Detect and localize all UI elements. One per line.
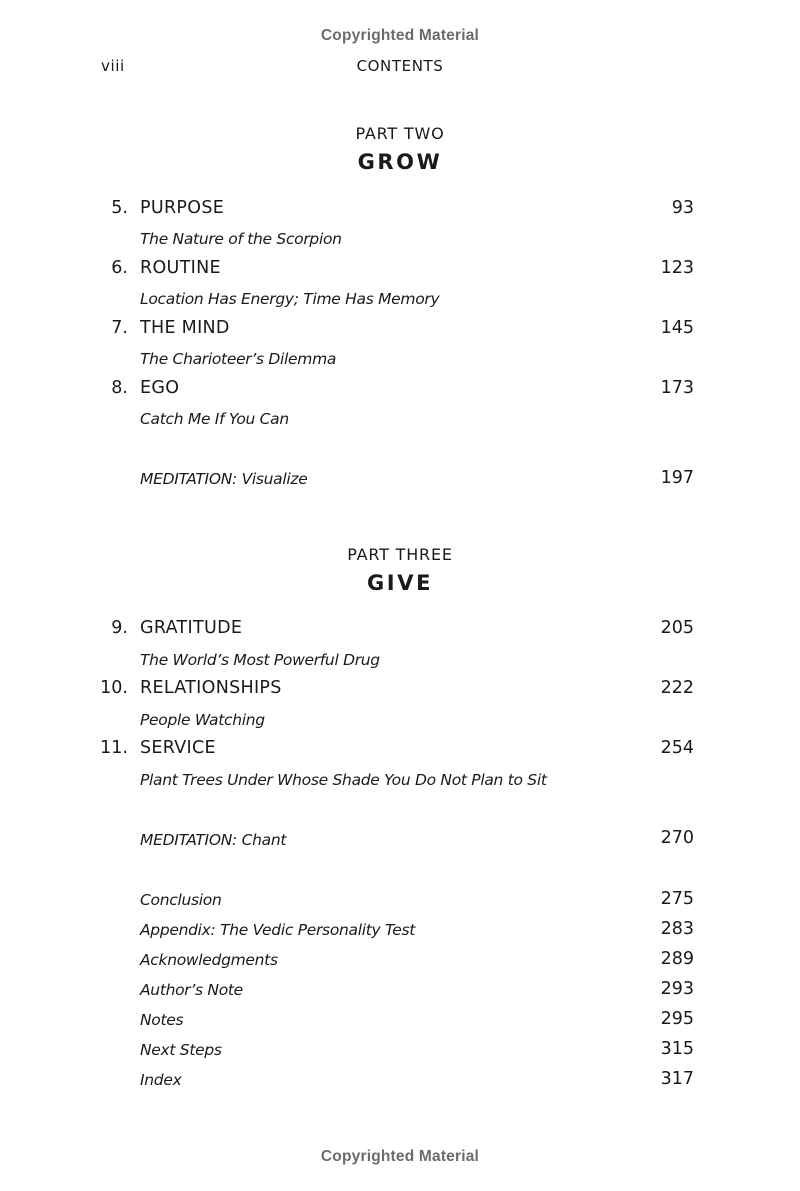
chapter-subtitle: Location Has Energy; Time Has Memory — [140, 290, 440, 308]
chapter-subtitle: The Nature of the Scorpion — [140, 230, 342, 248]
chapter-page-number: 145 — [660, 318, 694, 338]
chapter-title[interactable]: SERVICE — [140, 738, 216, 758]
back-matter-title[interactable]: Index — [140, 1071, 182, 1089]
back-matter-page-number: 295 — [660, 1009, 694, 1029]
chapter-page-number: 123 — [660, 258, 694, 278]
chapter-title[interactable]: RELATIONSHIPS — [140, 678, 282, 698]
meditation-title[interactable]: MEDITATION: Visualize — [140, 470, 308, 488]
meditation-title[interactable]: MEDITATION: Chant — [140, 831, 287, 849]
back-matter-page-number: 275 — [660, 889, 694, 909]
back-matter-title[interactable]: Conclusion — [140, 891, 222, 909]
back-matter-title[interactable]: Next Steps — [140, 1041, 222, 1059]
chapter-title[interactable]: PURPOSE — [140, 198, 225, 218]
copyright-watermark-top: Copyrighted Material — [320, 27, 480, 44]
chapter-number: 7. — [111, 318, 128, 338]
chapter-page-number: 93 — [671, 198, 694, 218]
back-matter-page-number: 283 — [660, 919, 694, 939]
meditation-page-number: 270 — [660, 828, 694, 848]
running-head-title: CONTENTS — [356, 57, 444, 75]
back-matter-title[interactable]: Author’s Note — [140, 981, 243, 999]
chapter-subtitle: Plant Trees Under Whose Shade You Do Not Plan to Sit — [140, 771, 547, 789]
part-three-title: GIVE — [366, 571, 434, 595]
chapter-number: 11. — [100, 738, 128, 758]
page-folio: viii — [101, 57, 125, 75]
chapter-page-number: 222 — [660, 678, 694, 698]
chapter-number: 9. — [111, 618, 128, 638]
chapter-subtitle: People Watching — [140, 711, 265, 729]
part-three-label: PART THREE — [347, 545, 453, 564]
chapter-title[interactable]: GRATITUDE — [140, 618, 243, 638]
chapter-number: 8. — [111, 378, 128, 398]
chapter-subtitle: The Charioteer’s Dilemma — [140, 350, 337, 368]
chapter-subtitle: Catch Me If You Can — [140, 410, 289, 428]
back-matter-page-number: 293 — [660, 979, 694, 999]
back-matter-page-number: 289 — [660, 949, 694, 969]
back-matter-page-number: 317 — [660, 1069, 694, 1089]
chapter-title[interactable]: THE MIND — [140, 318, 230, 338]
meditation-page-number: 197 — [660, 468, 694, 488]
copyright-watermark-bottom: Copyrighted Material — [320, 1148, 480, 1165]
chapter-number: 5. — [111, 198, 128, 218]
part-two-label: PART TWO — [355, 124, 445, 143]
chapter-page-number: 173 — [660, 378, 694, 398]
chapter-page-number: 205 — [660, 618, 694, 638]
back-matter-title[interactable]: Acknowledgments — [140, 951, 278, 969]
back-matter-page-number: 315 — [660, 1039, 694, 1059]
back-matter-title[interactable]: Notes — [140, 1011, 184, 1029]
chapter-subtitle: The World’s Most Powerful Drug — [140, 651, 380, 669]
back-matter-title[interactable]: Appendix: The Vedic Personality Test — [140, 921, 416, 939]
chapter-number: 10. — [100, 678, 128, 698]
chapter-page-number: 254 — [660, 738, 694, 758]
chapter-number: 6. — [111, 258, 128, 278]
chapter-title[interactable]: ROUTINE — [140, 258, 221, 278]
part-two-title: GROW — [357, 150, 443, 174]
chapter-title[interactable]: EGO — [140, 378, 180, 398]
